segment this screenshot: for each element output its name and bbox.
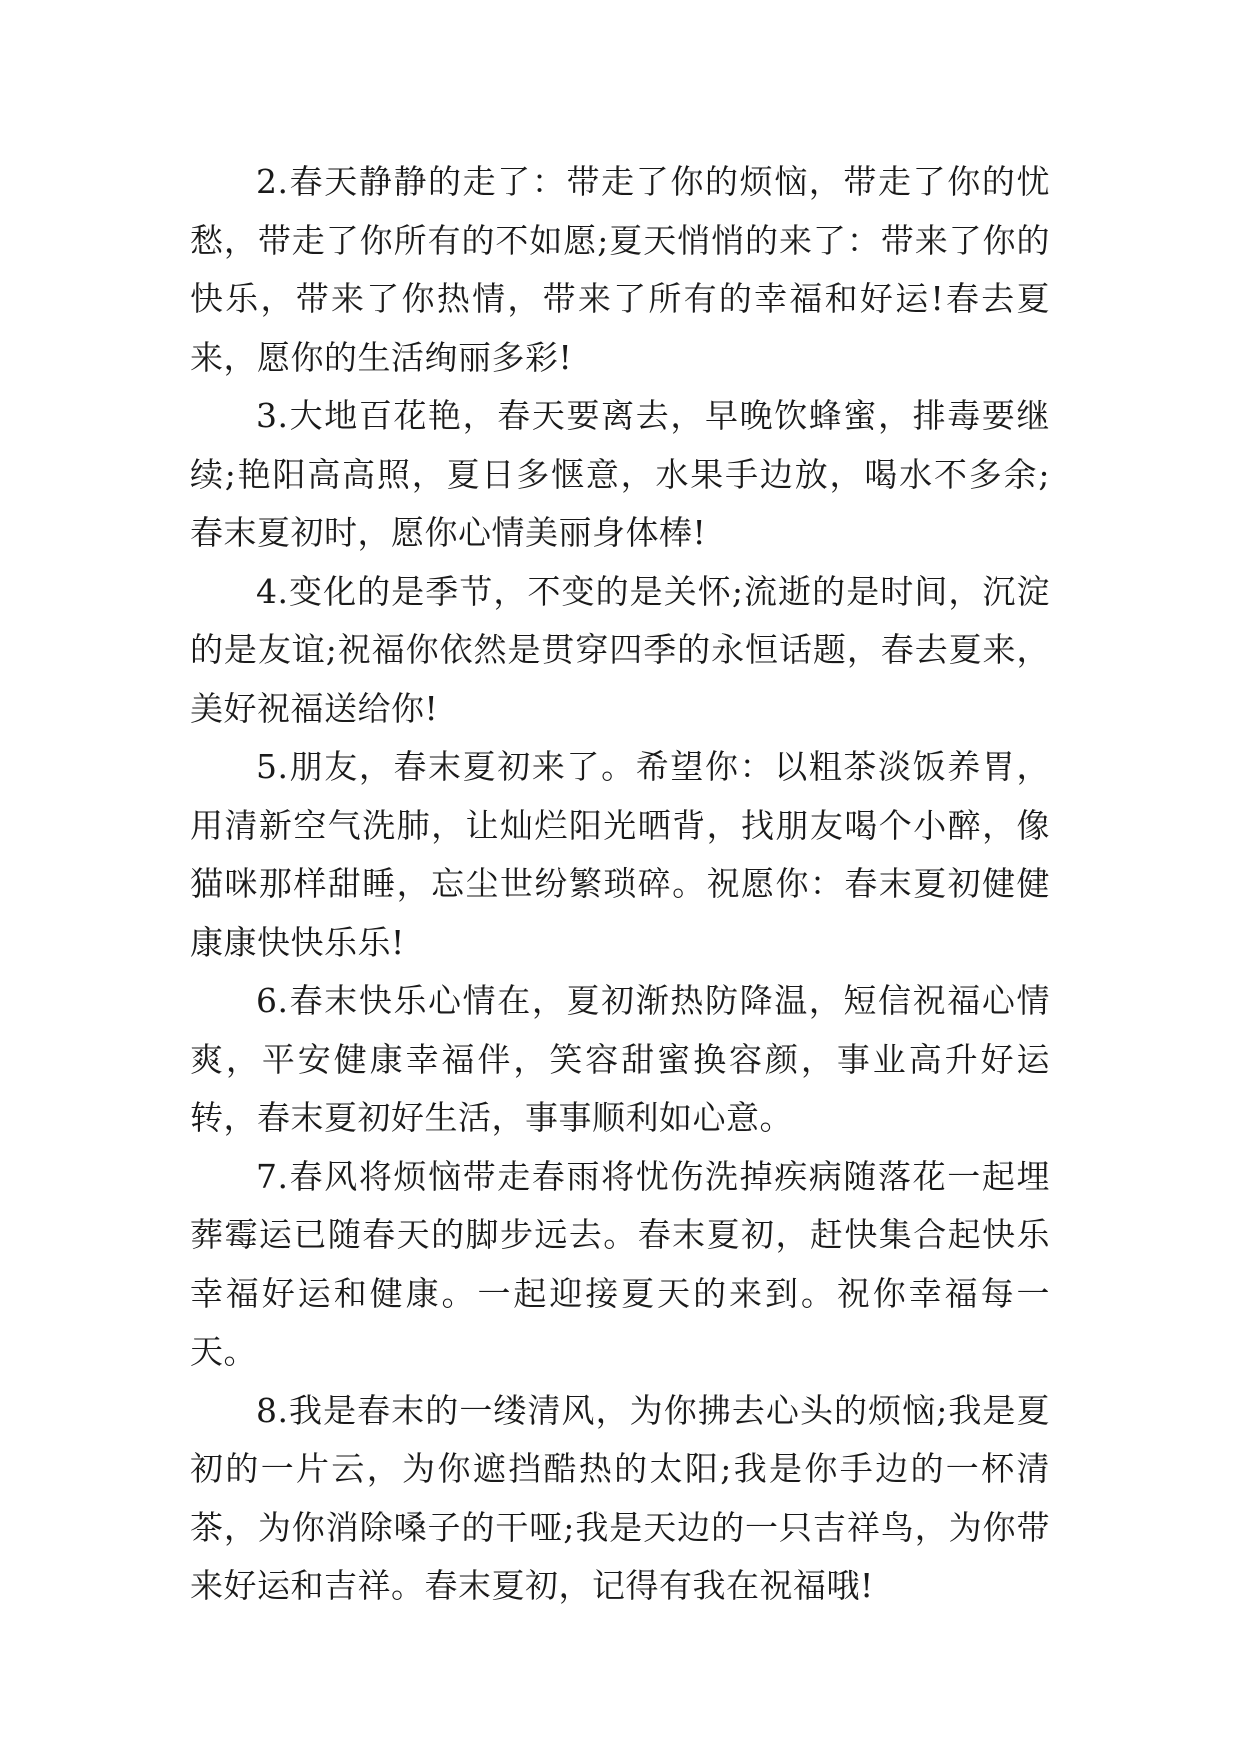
paragraph-5: 5.朋友，春末夏初来了。希望你：以粗茶淡饭养胃，用清新空气洗肺，让灿烂阳光晒背，找朋友喝个小醉，像猫咪那样甜睡，忘尘世纷繁琐碎。祝愿你：春末夏初健健康康快快乐乐! (190, 747, 1050, 962)
document-body (190, 153, 1050, 1616)
paragraph-4: 4.变化的是季节，不变的是关怀;流逝的是时间，沉淀的是友谊;祝福你依然是贯穿四季的永恒话题，春去夏来，美好祝福送给你! (190, 571, 1050, 728)
paragraph-8: 8.我是春末的一缕清风，为你拂去心头的烦恼;我是夏初的一片云，为你遮挡酷热的太阳;我是你手边的一杯清茶，为你消除嗓子的干哑;我是天边的一只吉祥鸟，为你带来好运和吉祥。春末夏初，记得有我在祝福哦! (190, 1390, 1050, 1605)
paragraph-7: 7.春风将烦恼带走春雨将忧伤洗掉疾病随落花一起埋葬霉运已随春天的脚步远去。春末夏初，赶快集合起快乐幸福好运和健康。一起迎接夏天的来到。祝你幸福每一天。 (190, 1156, 1050, 1371)
paragraph-2: 2.春天静静的走了：带走了你的烦恼，带走了你的忧愁，带走了你所有的不如愿;夏天悄悄的来了：带来了你的快乐，带来了你热情，带来了所有的幸福和好运!春去夏来，愿你的生活绚丽多彩! (190, 162, 1050, 377)
paragraph-3: 3.大地百花艳，春天要离去，早晚饮蜂蜜，排毒要继续;艳阳高高照，夏日多惬意，水果手边放，喝水不多余;春末夏初时，愿你心情美丽身体棒! (190, 396, 1050, 552)
paragraph-6: 6.春末快乐心情在，夏初渐热防降温，短信祝福心情爽，平安健康幸福伴，笑容甜蜜换容颜，事业高升好运转，春末夏初好生活，事事顺利如心意。 (190, 981, 1050, 1137)
